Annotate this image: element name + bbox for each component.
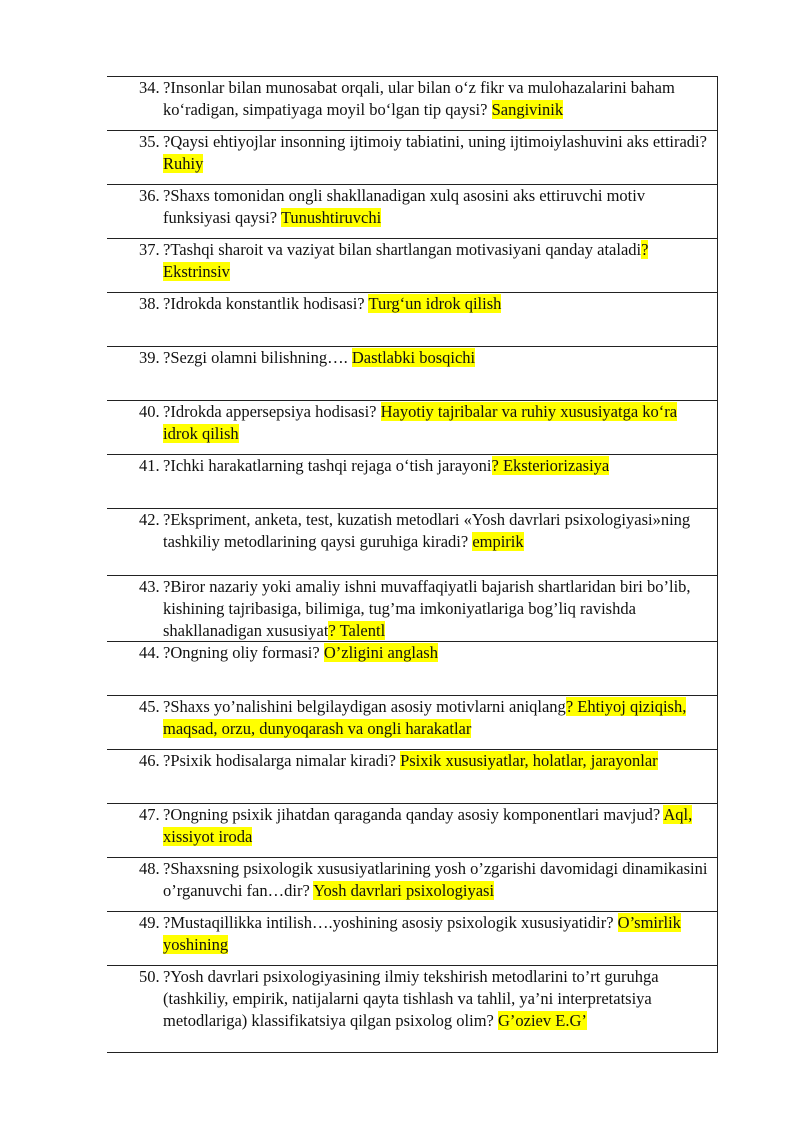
answer-highlight: Tunushtiruvchi (280, 208, 382, 227)
answer-highlight: Turg‘un idrok qilish (368, 294, 502, 313)
question-number: 35. (139, 132, 160, 151)
question-row (107, 77, 717, 131)
answer-highlight: Aql, xissiyot iroda (163, 805, 693, 846)
question-text (163, 509, 709, 553)
question-number: 38. (139, 294, 160, 313)
question-text (163, 642, 709, 664)
question-body: ?Shaxs yo’nalishini belgilaydigan asosiy motivlarni aniqlang (163, 697, 566, 716)
answer-highlight: empirik (472, 532, 524, 551)
question-text (163, 239, 709, 283)
question-row (107, 750, 717, 804)
question-text (163, 912, 709, 956)
question-number: 34. (139, 78, 160, 97)
question-row (107, 131, 717, 185)
question-row (107, 804, 717, 858)
question-body: ?Biror nazariy yoki amaliy ishni muvaffaqiyatli bajarish shartlaridan biri bo’lib, kishining tajribasiga, bilimiga, tug’ma imkoniyatlariga bog’liq ravishda shakllanadigan xususiyat (163, 577, 691, 640)
question-body: ?Psixik hodisalarga nimalar kiradi? (163, 751, 401, 770)
question-row (107, 966, 717, 1053)
question-row (107, 401, 717, 455)
question-body: ?Ongning oliy formasi? (163, 643, 324, 662)
question-row (107, 696, 717, 750)
question-number: 37. (139, 240, 160, 259)
answer-highlight: Yosh davrlari psixologiyasi (313, 881, 495, 900)
question-number: 49. (139, 913, 160, 932)
question-text (163, 131, 709, 175)
answer-highlight: Ruhiy (163, 154, 204, 173)
question-row (107, 347, 717, 401)
question-row (107, 293, 717, 347)
question-body: ?Sezgi olamni bilishning…. (163, 348, 352, 367)
question-text (163, 750, 709, 772)
answer-highlight: O’smirlik yoshining (163, 913, 681, 954)
question-body: ?Shaxsning psixologik xususiyatlarining yosh o’zgarishi davomidagi dinamikasini o’rganuvchi fan…dir? (163, 859, 708, 900)
answer-highlight: ? Talentl (328, 621, 386, 640)
question-body: ?Ichki harakatlarning tashqi rejaga o‘tish jarayoni (163, 456, 492, 475)
question-body: ?Yosh davrlari psixologiyasining ilmiy tekshirish metodlarini to’rt guruhga (tashkiliy, empirik, natijalarni qayta tishlash va tahlil, ya’ni interpretatsiya metodlariga) klassifikatsiya qilgan psixolog olim? (163, 967, 659, 1030)
question-row (107, 642, 717, 696)
question-row (107, 239, 717, 293)
question-number: 44. (139, 643, 160, 662)
question-number: 45. (139, 697, 160, 716)
answer-highlight: Dastlabki bosqichi (351, 348, 476, 367)
question-table (107, 76, 718, 1053)
question-row (107, 912, 717, 966)
question-number: 48. (139, 859, 160, 878)
question-row (107, 858, 717, 912)
question-row (107, 185, 717, 239)
question-body: ?Ekspriment, anketa, test, kuzatish metodlari «Yosh davrlari psixologiyasi»ning tashkiliy metodlarining qaysi guruhiga kiradi? (163, 510, 691, 551)
question-text (163, 401, 709, 445)
question-text (163, 858, 709, 902)
question-row (107, 509, 717, 576)
answer-highlight: Psixik xususiyatlar, holatlar, jarayonlar (400, 751, 658, 770)
question-text (163, 804, 709, 848)
question-number: 39. (139, 348, 160, 367)
question-text (163, 347, 709, 369)
question-text (163, 455, 709, 477)
question-body: ?Idrokda appersepsiya hodisasi? (163, 402, 381, 421)
question-text (163, 576, 709, 642)
question-body: ?Shaxs tomonidan ongli shakllanadigan xulq asosini aks ettiruvchi motiv funksiyasi qaysi? (163, 186, 646, 227)
question-number: 46. (139, 751, 160, 770)
answer-highlight: Sangivinik (491, 100, 564, 119)
question-body: ?Mustaqillikka intilish….yoshining asosiy psixologik xususiyatidir? (163, 913, 618, 932)
answer-highlight: G’oziev E.G’ (497, 1011, 587, 1030)
question-text (163, 696, 709, 740)
question-body: ?Insonlar bilan munosabat orqali, ular bilan o‘z fikr va mulohazalarini baham ko‘radigan, simpatiyaga moyil bo‘lgan tip qaysi? (163, 78, 675, 119)
question-row (107, 576, 717, 642)
question-row (107, 455, 717, 509)
question-number: 41. (139, 456, 160, 475)
question-number: 42. (139, 510, 160, 529)
question-number: 36. (139, 186, 160, 205)
answer-highlight: ? Ehtiyoj qiziqish, maqsad, orzu, dunyoqarash va ongli harakatlar (163, 697, 687, 738)
answer-highlight: O’zligini anglash (323, 643, 438, 662)
question-text (163, 293, 709, 315)
question-body: ?Tashqi sharoit va vaziyat bilan shartlangan motivasiyani qanday ataladi (163, 240, 642, 259)
answer-highlight: Hayotiy tajribalar va ruhiy xususiyatga ko‘ra idrok qilish (163, 402, 678, 443)
question-text (163, 185, 709, 229)
question-text (163, 77, 709, 121)
question-number: 40. (139, 402, 160, 421)
question-number: 43. (139, 577, 160, 596)
question-number: 47. (139, 805, 160, 824)
question-body: ?Qaysi ehtiyojlar insonning ijtimoiy tabiatini, uning ijtimoiylashuvini aks ettiradi? (163, 132, 707, 151)
question-number: 50. (139, 967, 160, 986)
answer-highlight: ? Ekstrinsiv (163, 240, 649, 281)
question-text (163, 966, 709, 1032)
question-body: ?Idrokda konstantlik hodisasi? (163, 294, 369, 313)
answer-highlight: ? Eksteriorizasiya (491, 456, 610, 475)
question-body: ?Ongning psixik jihatdan qaraganda qanday asosiy komponentlari mavjud? (163, 805, 664, 824)
